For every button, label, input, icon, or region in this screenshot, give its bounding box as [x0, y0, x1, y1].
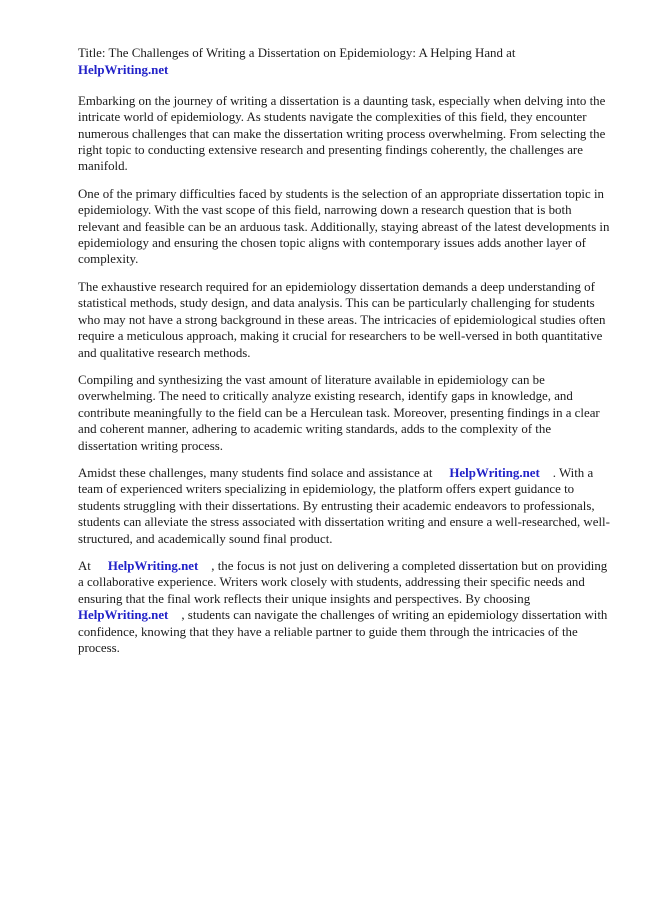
document-content	[78, 45, 612, 667]
paragraph	[78, 465, 612, 547]
text-run: One of the primary difficulties faced by students is the selection of an appropriate dissertation topic in epidemiology. With the vast scope of this field, narrowing down a research question that is both relevant and feasible can be an arduous task. Additionally, staying abreast of the latest developments in epidemiology and ensuring the chosen topic aligns with contemporary issues adds another layer of complexity.	[78, 186, 610, 267]
text-gap	[540, 476, 553, 477]
text-run: Embarking on the journey of writing a dissertation is a daunting task, especially when delving into the intricate world of epidemiology. As students navigate the complexities of this field, they encounter numerous challenges that can make the dissertation writing process overwhelming. From selecting the right topic to conducting extensive research and presenting findings coherently, the challenges are manifold.	[78, 93, 606, 174]
document-body	[78, 93, 612, 657]
helpwriting-link[interactable]: HelpWriting.net	[78, 608, 169, 623]
text-gap	[530, 602, 547, 603]
text-run: The exhaustive research required for an epidemiology dissertation demands a deep understanding of statistical methods, study design, and data analysis. This can be particularly challenging for students who may not have a strong background in these areas. The intricacies of epidemiological studies often require a meticulous approach, making it crucial for researchers to be well-versed in both quantitative and qualitative research methods.	[78, 279, 606, 360]
text-gap	[168, 618, 181, 619]
paragraph	[78, 372, 612, 454]
text-run: At	[78, 558, 91, 573]
text-run: , students can navigate the challenges of writing an epidemiology dissertation with confidence, knowing that they have a reliable partner to guide them through the intricacies of the process.	[78, 608, 608, 655]
paragraph	[78, 93, 612, 175]
text-run: , the focus is not just on delivering a completed dissertation but on providing a collaborative experience. Writers work closely with students, addressing their specific needs and ensuring that the final work reflects their unique insights and perspectives. By choosing	[78, 558, 608, 606]
paragraph	[78, 279, 612, 361]
document-title	[78, 45, 612, 79]
paragraph	[78, 558, 612, 656]
text-gap	[91, 569, 108, 570]
text-run: Compiling and synthesizing the vast amount of literature available in epidemiology can be overwhelming. The need to critically analyze existing research, identify gaps in knowledge, and contribute meaningfully to the field can be a Herculean task. Moreover, presenting findings in a clear and coherent manner, adhering to academic writing standards, adds to the complexity of the dissertation writing process.	[78, 372, 600, 453]
paragraph	[78, 186, 612, 268]
text-gap	[198, 569, 211, 570]
text-run: Amidst these challenges, many students find solace and assistance at	[78, 465, 433, 480]
text-gap	[432, 476, 449, 477]
helpwriting-link[interactable]: HelpWriting.net	[78, 62, 169, 77]
helpwriting-link[interactable]: HelpWriting.net	[449, 465, 540, 480]
helpwriting-link[interactable]: HelpWriting.net	[107, 558, 199, 573]
text-run: . With a team of experienced writers specializing in epidemiology, the platform offers expert guidance to students struggling with their dissertations. By entrusting their academic endeavors to professionals, students can alleviate the stress associated with dissertation writing and ensure a well-researched, well-structured, and academically sound final product.	[78, 465, 610, 546]
text-run: Title: The Challenges of Writing a Dissertation on Epidemiology: A Helping Hand at	[78, 46, 516, 60]
